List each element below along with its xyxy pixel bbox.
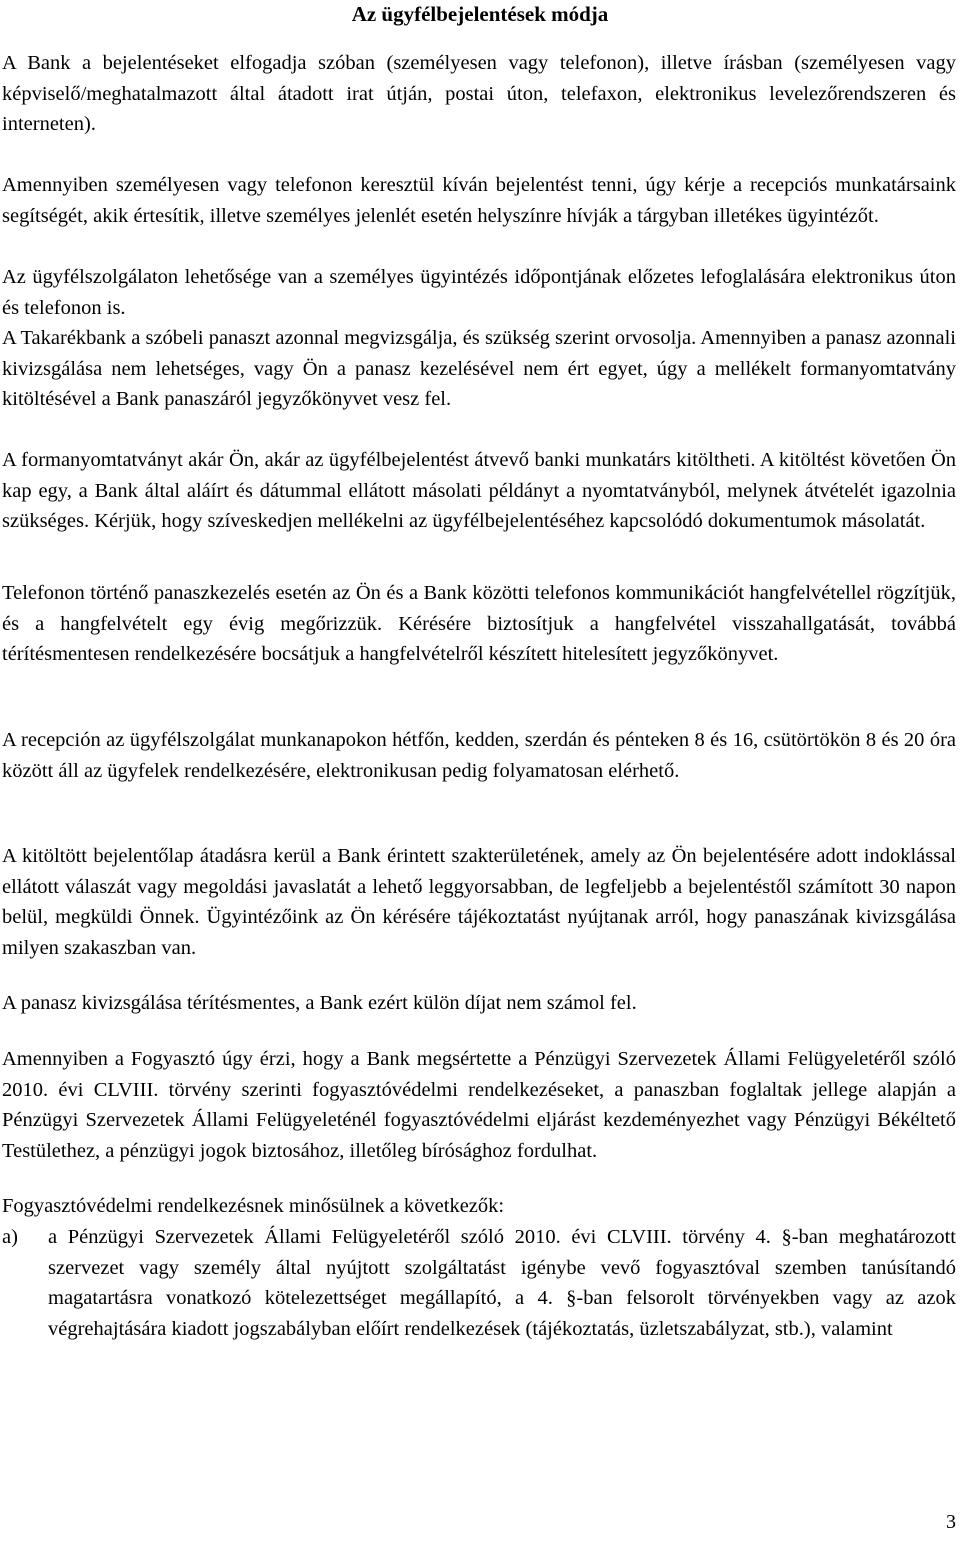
paragraph-response-deadline: A kitöltött bejelentőlap átadásra kerül a Bank érintett szakterületének, amely az Ön bejelentésére adott indoklással ellátott válaszát vagy megoldási javaslatát a lehető leggyorsabban, de legfeljebb a bejelentéstől számított 30 napon belül, megküldi Önnek. Ügyintézőink az Ön kérésére tájékoztatást nyújtanak arról, hogy panaszának kivizsgálása milyen szakaszban van. [2,845,956,959]
list-item [2,1222,956,1344]
paragraph-phone-recording: Telefonon történő panaszkezelés esetén az Ön és a Bank közötti telefonos kommunikációt hangfelvétellel rögzítjük, és a hangfelvételt egy évig megőrizzük. Kérésére biztosítjuk a hangfelvétel visszahallgatását, továbbá térítésmentesen rendelkezésére bocsátjuk a hangfelvételről készített hitelesített jegyzőkönyvet. [2,582,956,665]
paragraph-form-completion: A formanyomtatványt akár Ön, akár az ügyfélbejelentést átvevő banki munkatárs kitöltheti. A kitöltést követően Ön kap egy, a Bank által aláírt és dátummal ellátott másolati példányt a nyomtatványból, melynek átvételét igazolnia szükséges. Kérjük, hogy szíveskedjen mellékelni az ügyfélbejelentéséhez kapcsolódó dokumentumok másolatát. [2,449,956,532]
paragraph-personal-phone-report: Amennyiben személyesen vagy telefonon keresztül kíván bejelentést tenni, úgy kérje a recepciós munkatársaink segítségét, akik értesítik, illetve személyes jelenlét esetén helyszínre hívják a tárgyban illetékes ügyintézőt. [2,174,956,227]
document-title: Az ügyfélbejelentések módja [351,2,609,26]
paragraph-free-of-charge: A panasz kivizsgálása térítésmentes, a Bank ezért külön díjat nem számol fel. [2,992,637,1014]
page-number: 3 [946,1511,956,1533]
paragraph-submission-channels: A Bank a bejelentéseket elfogadja szóban (személyesen vagy telefonon), illetve írásban (személyesen vagy képviselő/meghatalmazott által átadott irat útján, postai úton, telefaxon, elektronikus levelezőrendszeren és interneten). [2,52,956,135]
paragraph-oral-complaint: A Takarékbank a szóbeli panaszt azonnal megvizsgálja, és szükség szerint orvosolja. Amennyiben a panasz azonnali kivizsgálása nem lehetséges, vagy Ön a panasz kezelésével nem ért egyet, úgy a mellékelt formanyomtatvány kitöltésével a Bank panaszáról jegyzőkönyvet vesz fel. [2,327,956,410]
list-marker: a) [2,1226,18,1248]
paragraph-consumer-protection: Amennyiben a Fogyasztó úgy érzi, hogy a Bank megsértette a Pénzügyi Szervezetek Állami Felügyeletéről szóló 2010. évi CLVIII. törvény szerinti fogyasztóvédelmi rendelkezéseket, a panaszban foglaltak jellege alapján a Pénzügyi Szervezetek Állami Felügyeleténél fogyasztóvédelmi eljárást kezdeményezhet vagy Pénzügyi Békéltető Testülethez, a pénzügyi jogok biztosához, illetőleg bírósághoz fordulhat. [2,1048,956,1162]
list-item-text: a Pénzügyi Szervezetek Állami Felügyeletéről szóló 2010. évi CLVIII. törvény 4. §-ban meghatározott szervezet vagy személy által nyújtott szolgáltatást igénybe vevő fogyasztóval szemben tanúsítandó magatartásra vonatkozó kötelezettséget megállapító, a 4. §-ban felsorolt törvényekben vagy az azok végrehajtására kiadott jogszabályban előírt rendelkezések (tájékoztatás, üzletszabályzat, stb.), valamint [48,1226,956,1340]
paragraph-list-intro: Fogyasztóvédelmi rendelkezésnek minősülnek a következők: [2,1195,505,1217]
paragraph-reception-hours: A recepción az ügyfélszolgálat munkanapokon hétfőn, kedden, szerdán és pénteken 8 és 16, csütörtökön 8 és 20 óra között áll az ügyfelek rendelkezésére, elektronikusan pedig folyamatosan elérhető. [2,729,956,782]
paragraph-appointment-booking: Az ügyfélszolgálaton lehetősége van a személyes ügyintézés időpontjának előzetes lefoglalására elektronikus úton és telefonon is. [2,266,956,319]
